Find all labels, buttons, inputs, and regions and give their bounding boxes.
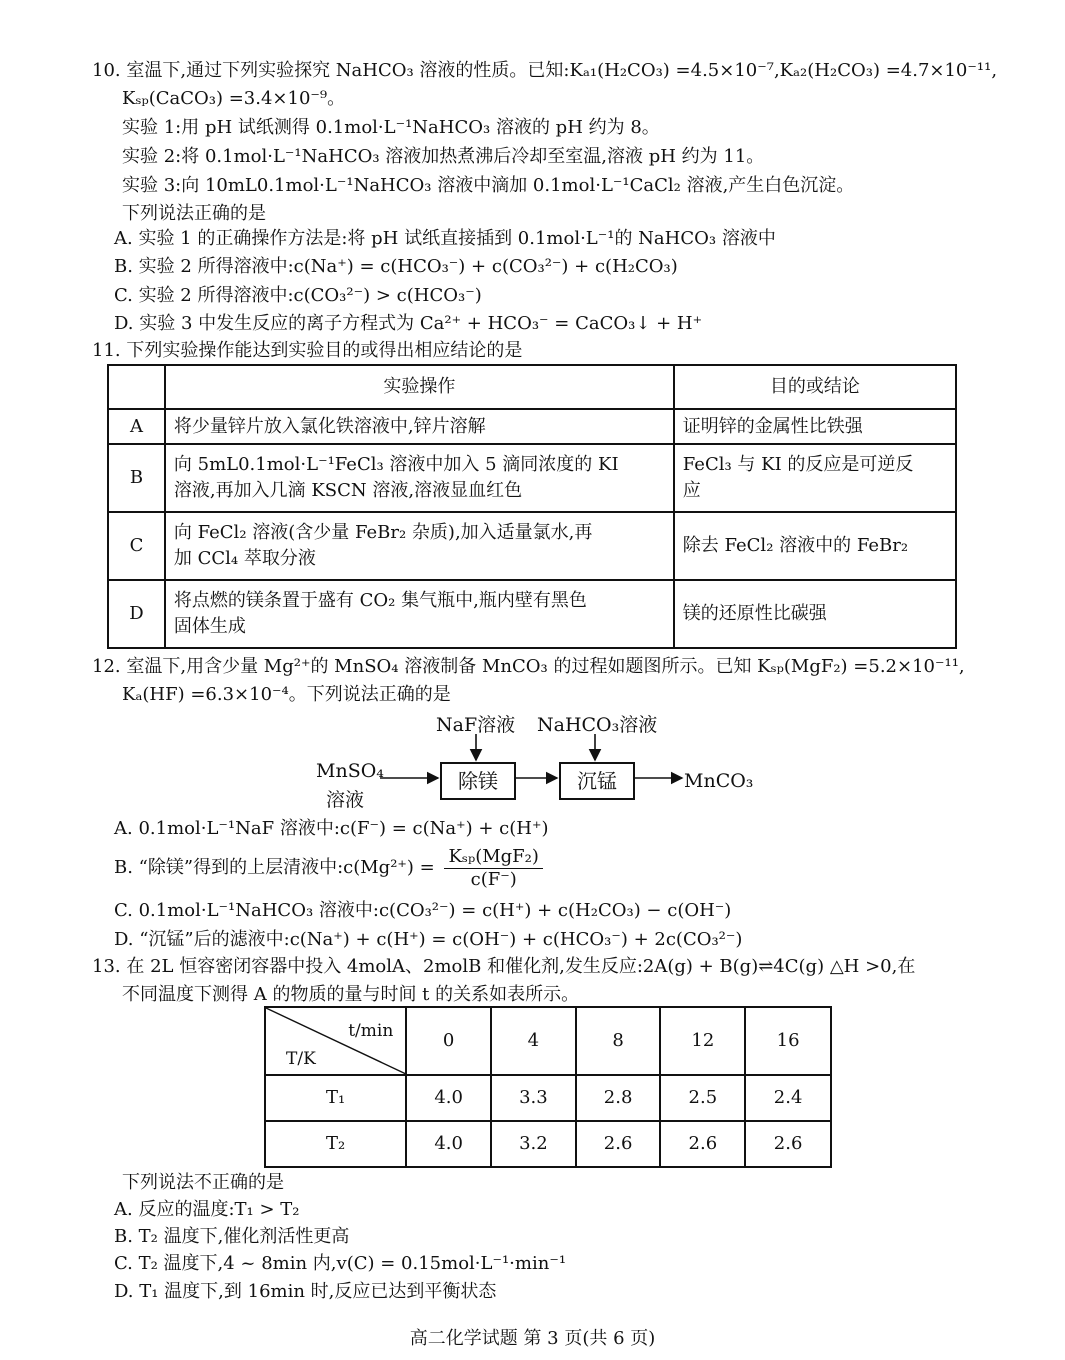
q11-table [107, 364, 957, 649]
q10-stem-line2: Kₛₚ(CaCO₃) =3.4×10⁻⁹。 [122, 88, 346, 109]
q10-experiment-2: 实验 2:将 0.1mol·L⁻¹NaHCO₃ 溶液加热煮沸后冷却至室温,溶液 pH 约为 11。 [122, 146, 765, 167]
reagent-nahco3: NaHCO₃溶液 [537, 714, 658, 736]
step-precipitate-manganese: 沉锰 [559, 762, 635, 800]
table-row [108, 409, 956, 444]
time-header: 0 [406, 1007, 491, 1075]
time-header: 12 [660, 1007, 745, 1075]
table-header-cell [108, 365, 165, 409]
q12-option-d: D. “沉锰”后的滤液中:c(Na⁺) + c(H⁺) = c(OH⁻) + c(HCO₃⁻) + 2c(CO₃²⁻) [114, 929, 743, 950]
step-remove-magnesium: 除镁 [440, 762, 516, 800]
table-cell: 3.3 [491, 1075, 576, 1121]
time-header: 4 [491, 1007, 576, 1075]
time-header: 8 [576, 1007, 661, 1075]
row-label: T₁ [265, 1075, 406, 1121]
operation-text: 固体生成 [173, 616, 246, 637]
operation-text: 溶液,再加入几滴 KSCN 溶液,溶液显血红色 [173, 480, 523, 501]
operation-cell [165, 512, 674, 580]
table-header-row [265, 1007, 831, 1075]
q13-option-c: C. T₂ 温度下,4 ~ 8min 内,v(C) = 0.15mol·L⁻¹·min⁻¹ [114, 1253, 567, 1274]
table-row [265, 1075, 831, 1121]
table-cell: 2.6 [576, 1121, 661, 1167]
flow-arrows [380, 730, 690, 800]
table-row [108, 512, 956, 580]
q10-option-c: C. 实验 2 所得溶液中:c(CO₃²⁻) > c(HCO₃⁻) [114, 285, 482, 306]
operation-text: 向 FeCl₂ 溶液(含少量 FeBr₂ 杂质),加入适量氯水,再 [173, 522, 593, 543]
table-cell: 4.0 [406, 1075, 491, 1121]
conclusion-text: 证明锌的金属性比铁强 [682, 415, 863, 437]
conclusion-cell [674, 580, 956, 648]
q10-stem-line1: 10. 室温下,通过下列实验探究 NaHCO₃ 溶液的性质。已知:Kₐ₁(H₂CO₃) =4.5×10⁻⁷,Kₐ₂(H₂CO₃) =4.7×10⁻¹¹, [92, 60, 998, 81]
conclusion-text: 应 [682, 480, 701, 501]
q12-stem-line2: Kₐ(HF) =6.3×10⁻⁴。下列说法正确的是 [122, 684, 451, 705]
q13-stem-line1: 13. 在 2L 恒容密闭容器中投入 4molA、2molB 和催化剂,发生反应:2A(g) + B(g)⇌4C(g) △H >0,在 [92, 956, 916, 977]
q11-stem: 11. 下列实验操作能达到实验目的或得出相应结论的是 [92, 340, 523, 361]
conclusion-cell [674, 512, 956, 580]
table-cell: 2.6 [660, 1121, 745, 1167]
q10-option-a: A. 实验 1 的正确操作方法是:将 pH 试纸直接插到 0.1mol·L⁻¹的 NaHCO₃ 溶液中 [114, 228, 776, 249]
table-cell: 4.0 [406, 1121, 491, 1167]
operation-text: 向 5mL0.1mol·L⁻¹FeCl₃ 溶液中加入 5 滴同浓度的 KI [173, 454, 619, 475]
q10-option-d: D. 实验 3 中发生反应的离子方程式为 Ca²⁺ + HCO₃⁻ = CaCO₃↓ + H⁺ [114, 313, 703, 334]
q12-option-c: C. 0.1mol·L⁻¹NaHCO₃ 溶液中:c(CO₃²⁻) = c(H⁺) + c(H₂CO₃) − c(OH⁻) [114, 900, 732, 921]
option-b-text: B. “除镁”得到的上层清液中:c(Mg²⁺) = [114, 857, 435, 878]
start-material-solution: 溶液 [326, 789, 365, 811]
corner-temp-label: T/K [286, 1049, 316, 1069]
table-cell: 2.4 [745, 1075, 831, 1121]
row-label: T₂ [265, 1121, 406, 1167]
table-cell: 2.6 [745, 1121, 831, 1167]
time-header: 16 [745, 1007, 831, 1075]
q12-stem-line1: 12. 室温下,用含少量 Mg²⁺的 MnSO₄ 溶液制备 MnCO₃ 的过程如题图所示。已知 Kₛₚ(MgF₂) =5.2×10⁻¹¹, [92, 656, 965, 677]
q10-question: 下列说法正确的是 [122, 203, 266, 224]
row-label: A [108, 409, 165, 444]
q13-stem-line2: 不同温度下测得 A 的物质的量与时间 t 的关系如表所示。 [122, 984, 580, 1005]
q13-question: 下列说法不正确的是 [122, 1172, 284, 1193]
q13-table [264, 1006, 832, 1168]
fraction [444, 846, 542, 891]
table-header-cell: 实验操作 [165, 365, 674, 409]
q10-experiment-1: 实验 1:用 pH 试纸测得 0.1mol·L⁻¹NaHCO₃ 溶液的 pH 约为 8。 [122, 117, 660, 138]
operation-text: 将少量锌片放入氯化铁溶液中,锌片溶解 [173, 415, 486, 437]
fraction-denominator: c(F⁻) [470, 868, 517, 890]
row-label: C [108, 512, 165, 580]
conclusion-text: FeCl₃ 与 KI 的反应是可逆反 [682, 454, 914, 475]
q13-option-d: D. T₁ 温度下,到 16min 时,反应已达到平衡状态 [114, 1281, 497, 1302]
fraction-numerator: Kₛₚ(MgF₂) [444, 846, 542, 869]
conclusion-cell [674, 444, 956, 512]
q13-option-b: B. T₂ 温度下,催化剂活性更高 [114, 1226, 350, 1247]
table-header-row [108, 365, 956, 409]
operation-cell [165, 580, 674, 648]
operation-text: 加 CCl₄ 萃取分液 [173, 548, 316, 569]
corner-cell [265, 1007, 406, 1075]
table-row [108, 444, 956, 512]
conclusion-text: 镁的还原性比碳强 [682, 603, 827, 624]
operation-cell [165, 444, 674, 512]
reagent-naf: NaF溶液 [436, 714, 516, 736]
operation-text: 将点燃的镁条置于盛有 CO₂ 集气瓶中,瓶内壁有黑色 [173, 590, 587, 611]
row-label: B [108, 444, 165, 512]
table-cell: 2.8 [576, 1075, 661, 1121]
table-cell: 3.2 [491, 1121, 576, 1167]
corner-time-label: t/min [348, 1021, 394, 1041]
table-row [265, 1121, 831, 1167]
operation-cell [165, 409, 674, 444]
table-header-cell: 目的或结论 [674, 365, 956, 409]
product-mnco3: MnCO₃ [684, 770, 754, 792]
q12-option-b [114, 844, 543, 892]
table-cell: 2.5 [660, 1075, 745, 1121]
q13-option-a: A. 反应的温度:T₁ > T₂ [114, 1199, 300, 1220]
table-row [108, 580, 956, 648]
page-footer: 高二化学试题 第 3 页(共 6 页) [409, 1328, 656, 1349]
q12-option-a: A. 0.1mol·L⁻¹NaF 溶液中:c(F⁻) = c(Na⁺) + c(H⁺) [114, 818, 549, 839]
row-label: D [108, 580, 165, 648]
q10-option-b: B. 实验 2 所得溶液中:c(Na⁺) = c(HCO₃⁻) + c(CO₃²⁻) + c(H₂CO₃) [114, 256, 678, 277]
conclusion-text: 除去 FeCl₂ 溶液中的 FeBr₂ [682, 535, 909, 556]
start-material-mnso4: MnSO₄ [316, 760, 384, 782]
conclusion-cell [674, 409, 956, 444]
q10-experiment-3: 实验 3:向 10mL0.1mol·L⁻¹NaHCO₃ 溶液中滴加 0.1mol·L⁻¹CaCl₂ 溶液,产生白色沉淀。 [122, 175, 855, 196]
